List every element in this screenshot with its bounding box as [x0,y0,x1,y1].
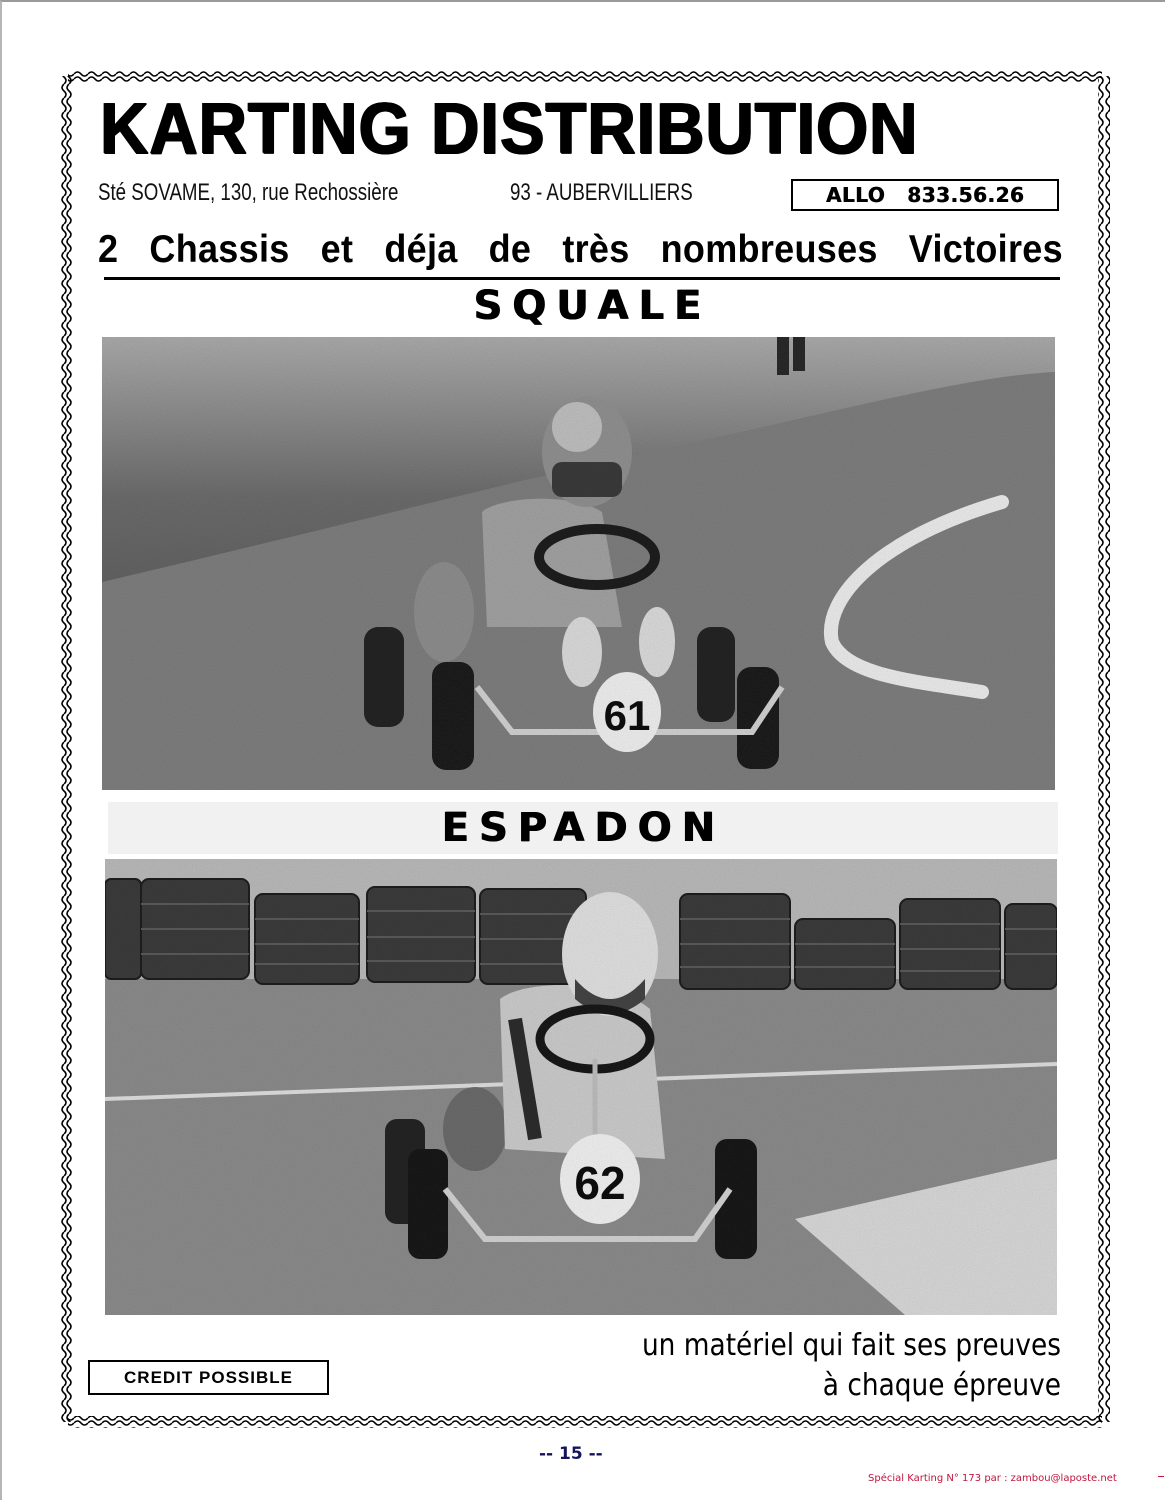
kart-number: 62 [574,1157,626,1209]
page-number: -- 15 -- [539,1444,603,1464]
slogan-line-1: un matériel qui fait ses preuves [641,1328,1061,1363]
phone-number: 833.56.26 [907,183,1025,207]
kart-number: 61 [603,692,651,739]
company-address: Sté SOVAME, 130, rue Rechossière [98,179,399,206]
company-title: KARTING DISTRIBUTION [100,89,919,169]
tagline-word: très [562,226,630,271]
underscore-mark [1158,1476,1164,1477]
photo-espadon-kart [105,859,1057,1315]
header-divider [104,277,1060,280]
credit-possible-box: CREDIT POSSIBLE [88,1360,329,1395]
tagline-word: Chassis [149,226,290,271]
publication-credit: Spécial Karting N° 173 par : zambou@laposte.net [868,1473,1117,1484]
tagline-word: nombreuses [660,226,878,271]
model-title-espadon: ESPADON [441,805,725,851]
tagline-word: déja [384,226,458,271]
tagline-word: Victoires [908,226,1063,271]
tagline-word: de [488,226,532,271]
company-city: 93 - AUBERVILLIERS [510,179,693,206]
phone-box [791,179,1059,211]
photo-squale-kart [102,337,1055,790]
model-title-squale: SQUALE [473,283,711,329]
tagline-word: et [320,226,354,271]
slogan-line-2: à chaque épreuve [822,1368,1061,1403]
tagline-word: 2 [98,226,119,271]
tagline [98,226,1063,272]
phone-label: ALLO [825,183,886,207]
